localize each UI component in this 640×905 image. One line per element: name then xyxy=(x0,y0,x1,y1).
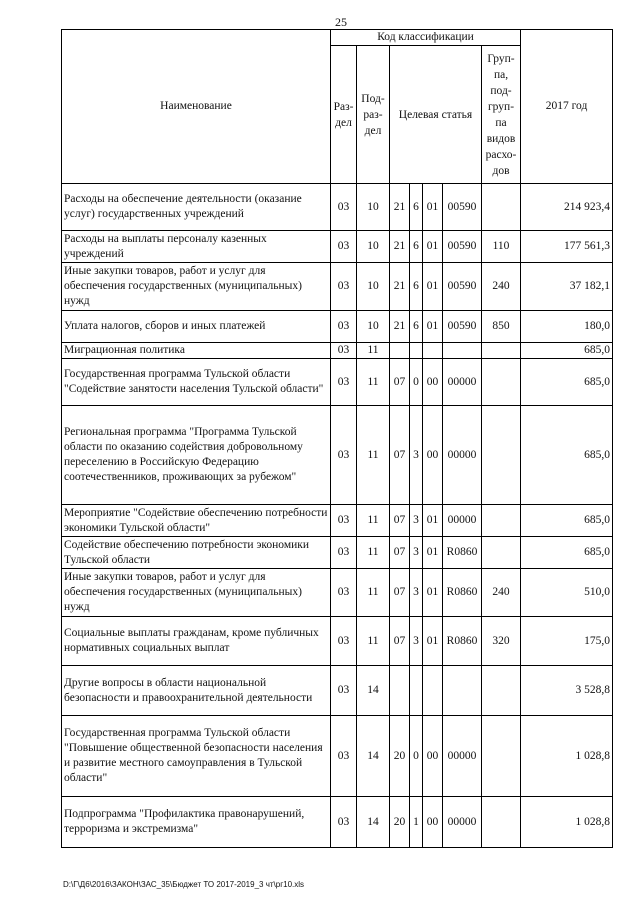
target-program-code: 20 xyxy=(390,797,410,848)
expense-group-code: 240 xyxy=(482,263,521,311)
target-program-code: 21 xyxy=(390,231,410,263)
target-program-code: 20 xyxy=(390,716,410,797)
target-program-code: 21 xyxy=(390,263,410,311)
section-code: 03 xyxy=(331,343,357,359)
header-section: Раз- дел xyxy=(331,46,357,184)
target-direction-code: R0860 xyxy=(443,617,482,666)
row-name: Мероприятие "Содействие обеспечению потребности экономики Тульской области" xyxy=(62,505,331,537)
row-name: Расходы на обеспечение деятельности (оказание услуг) государственных учреждений xyxy=(62,184,331,231)
target-direction-code: R0860 xyxy=(443,569,482,617)
target-direction-code: 00000 xyxy=(443,716,482,797)
section-code: 03 xyxy=(331,263,357,311)
target-subprogram-code: 3 xyxy=(410,406,423,505)
target-program-code: 07 xyxy=(390,505,410,537)
target-event-code: 01 xyxy=(423,537,443,569)
target-event-code xyxy=(423,666,443,716)
subsection-code: 10 xyxy=(357,263,390,311)
amount-2017: 685,0 xyxy=(521,359,613,406)
table-row xyxy=(62,797,613,848)
row-name: Миграционная политика xyxy=(62,343,331,359)
row-name: Другие вопросы в области национальной безопасности и правоохранительной деятельности xyxy=(62,666,331,716)
amount-2017: 180,0 xyxy=(521,311,613,343)
target-subprogram-code: 6 xyxy=(410,263,423,311)
subsection-code: 14 xyxy=(357,797,390,848)
target-direction-code: 00000 xyxy=(443,406,482,505)
amount-2017: 510,0 xyxy=(521,569,613,617)
target-direction-code xyxy=(443,666,482,716)
expense-group-code: 110 xyxy=(482,231,521,263)
target-event-code: 01 xyxy=(423,311,443,343)
amount-2017: 1 028,8 xyxy=(521,797,613,848)
subsection-code: 11 xyxy=(357,343,390,359)
target-direction-code: 00000 xyxy=(443,797,482,848)
expense-group-code: 320 xyxy=(482,617,521,666)
expense-group-code: 240 xyxy=(482,569,521,617)
expense-group-code xyxy=(482,797,521,848)
target-event-code: 00 xyxy=(423,797,443,848)
amount-2017: 3 528,8 xyxy=(521,666,613,716)
target-subprogram-code: 6 xyxy=(410,231,423,263)
expense-group-code xyxy=(482,184,521,231)
section-code: 03 xyxy=(331,797,357,848)
budget-table xyxy=(61,29,613,848)
subsection-code: 11 xyxy=(357,537,390,569)
table-row xyxy=(62,311,613,343)
row-name: Содействие обеспечению потребности экономики Тульской области xyxy=(62,537,331,569)
row-name: Подпрограмма "Профилактика правонарушений, терроризма и экстремизма" xyxy=(62,797,331,848)
target-program-code: 21 xyxy=(390,184,410,231)
subsection-code: 10 xyxy=(357,184,390,231)
target-subprogram-code xyxy=(410,343,423,359)
target-event-code: 01 xyxy=(423,184,443,231)
target-direction-code: 00000 xyxy=(443,505,482,537)
section-code: 03 xyxy=(331,666,357,716)
target-program-code: 07 xyxy=(390,406,410,505)
row-name: Региональная программа "Программа Тульской области по оказанию содействия добровольному переселению в Российскую Федерацию соотечественников, проживающих за рубежом" xyxy=(62,406,331,505)
target-event-code xyxy=(423,343,443,359)
header-name: Наименование xyxy=(62,30,331,184)
target-event-code: 01 xyxy=(423,231,443,263)
table-row xyxy=(62,343,613,359)
target-program-code: 07 xyxy=(390,617,410,666)
budget-table-body xyxy=(62,184,613,848)
amount-2017: 685,0 xyxy=(521,343,613,359)
header-year: 2017 год xyxy=(521,30,613,184)
row-name: Государственная программа Тульской области "Повышение общественной безопасности населения и развитие местного самоуправления в Тульской области" xyxy=(62,716,331,797)
target-direction-code: 00590 xyxy=(443,311,482,343)
table-row xyxy=(62,359,613,406)
target-direction-code: R0860 xyxy=(443,537,482,569)
amount-2017: 214 923,4 xyxy=(521,184,613,231)
row-name: Иные закупки товаров, работ и услуг для обеспечения государственных (муниципальных) нужд xyxy=(62,263,331,311)
table-row xyxy=(62,184,613,231)
target-program-code: 21 xyxy=(390,311,410,343)
target-event-code: 01 xyxy=(423,617,443,666)
section-code: 03 xyxy=(331,537,357,569)
section-code: 03 xyxy=(331,617,357,666)
target-subprogram-code: 3 xyxy=(410,537,423,569)
target-subprogram-code: 3 xyxy=(410,617,423,666)
target-subprogram-code: 6 xyxy=(410,311,423,343)
target-event-code: 01 xyxy=(423,505,443,537)
expense-group-code: 850 xyxy=(482,311,521,343)
target-direction-code xyxy=(443,343,482,359)
target-event-code: 01 xyxy=(423,569,443,617)
section-code: 03 xyxy=(331,505,357,537)
table-row xyxy=(62,716,613,797)
amount-2017: 37 182,1 xyxy=(521,263,613,311)
subsection-code: 10 xyxy=(357,231,390,263)
subsection-code: 10 xyxy=(357,311,390,343)
target-event-code: 00 xyxy=(423,406,443,505)
section-code: 03 xyxy=(331,569,357,617)
table-row xyxy=(62,569,613,617)
subsection-code: 11 xyxy=(357,406,390,505)
target-event-code: 00 xyxy=(423,359,443,406)
header-target-article: Целевая статья xyxy=(390,46,482,184)
amount-2017: 685,0 xyxy=(521,406,613,505)
row-name: Иные закупки товаров, работ и услуг для обеспечения государственных (муниципальных) нужд xyxy=(62,569,331,617)
file-path-footer: D:\Г\Д6\2016\ЗАКОН\ЗАС_35\Бюджет ТО 2017-2019_3 чт\рг10.xls xyxy=(63,880,305,889)
target-subprogram-code: 3 xyxy=(410,505,423,537)
target-subprogram-code: 0 xyxy=(410,716,423,797)
page-number: 25 xyxy=(335,15,347,29)
section-code: 03 xyxy=(331,184,357,231)
subsection-code: 11 xyxy=(357,569,390,617)
header-subsection: Под- раз- дел xyxy=(357,46,390,184)
expense-group-code xyxy=(482,343,521,359)
table-row xyxy=(62,263,613,311)
row-name: Социальные выплаты гражданам, кроме публичных нормативных социальных выплат xyxy=(62,617,331,666)
table-row xyxy=(62,537,613,569)
header-classification-code: Код классификации xyxy=(331,30,521,46)
header-expense-group: Груп- па, под- груп- па видов расхо- дов xyxy=(482,46,521,184)
target-subprogram-code xyxy=(410,666,423,716)
table-row xyxy=(62,666,613,716)
table-row xyxy=(62,406,613,505)
target-event-code: 00 xyxy=(423,716,443,797)
expense-group-code xyxy=(482,359,521,406)
table-row xyxy=(62,505,613,537)
target-program-code xyxy=(390,666,410,716)
target-program-code: 07 xyxy=(390,569,410,617)
expense-group-code xyxy=(482,505,521,537)
target-direction-code: 00590 xyxy=(443,263,482,311)
target-direction-code: 00590 xyxy=(443,184,482,231)
expense-group-code xyxy=(482,666,521,716)
target-direction-code: 00000 xyxy=(443,359,482,406)
section-code: 03 xyxy=(331,311,357,343)
target-direction-code: 00590 xyxy=(443,231,482,263)
target-program-code xyxy=(390,343,410,359)
amount-2017: 175,0 xyxy=(521,617,613,666)
table-row xyxy=(62,617,613,666)
target-subprogram-code: 1 xyxy=(410,797,423,848)
target-program-code: 07 xyxy=(390,537,410,569)
amount-2017: 685,0 xyxy=(521,537,613,569)
row-name: Уплата налогов, сборов и иных платежей xyxy=(62,311,331,343)
target-subprogram-code: 0 xyxy=(410,359,423,406)
expense-group-code xyxy=(482,716,521,797)
subsection-code: 14 xyxy=(357,716,390,797)
section-code: 03 xyxy=(331,231,357,263)
subsection-code: 11 xyxy=(357,505,390,537)
amount-2017: 685,0 xyxy=(521,505,613,537)
target-program-code: 07 xyxy=(390,359,410,406)
amount-2017: 1 028,8 xyxy=(521,716,613,797)
expense-group-code xyxy=(482,406,521,505)
row-name: Государственная программа Тульской области "Содействие занятости населения Тульской области" xyxy=(62,359,331,406)
target-event-code: 01 xyxy=(423,263,443,311)
amount-2017: 177 561,3 xyxy=(521,231,613,263)
target-subprogram-code: 3 xyxy=(410,569,423,617)
section-code: 03 xyxy=(331,406,357,505)
table-row xyxy=(62,231,613,263)
expense-group-code xyxy=(482,537,521,569)
row-name: Расходы на выплаты персоналу казенных учреждений xyxy=(62,231,331,263)
subsection-code: 11 xyxy=(357,617,390,666)
subsection-code: 14 xyxy=(357,666,390,716)
target-subprogram-code: 6 xyxy=(410,184,423,231)
section-code: 03 xyxy=(331,716,357,797)
section-code: 03 xyxy=(331,359,357,406)
subsection-code: 11 xyxy=(357,359,390,406)
